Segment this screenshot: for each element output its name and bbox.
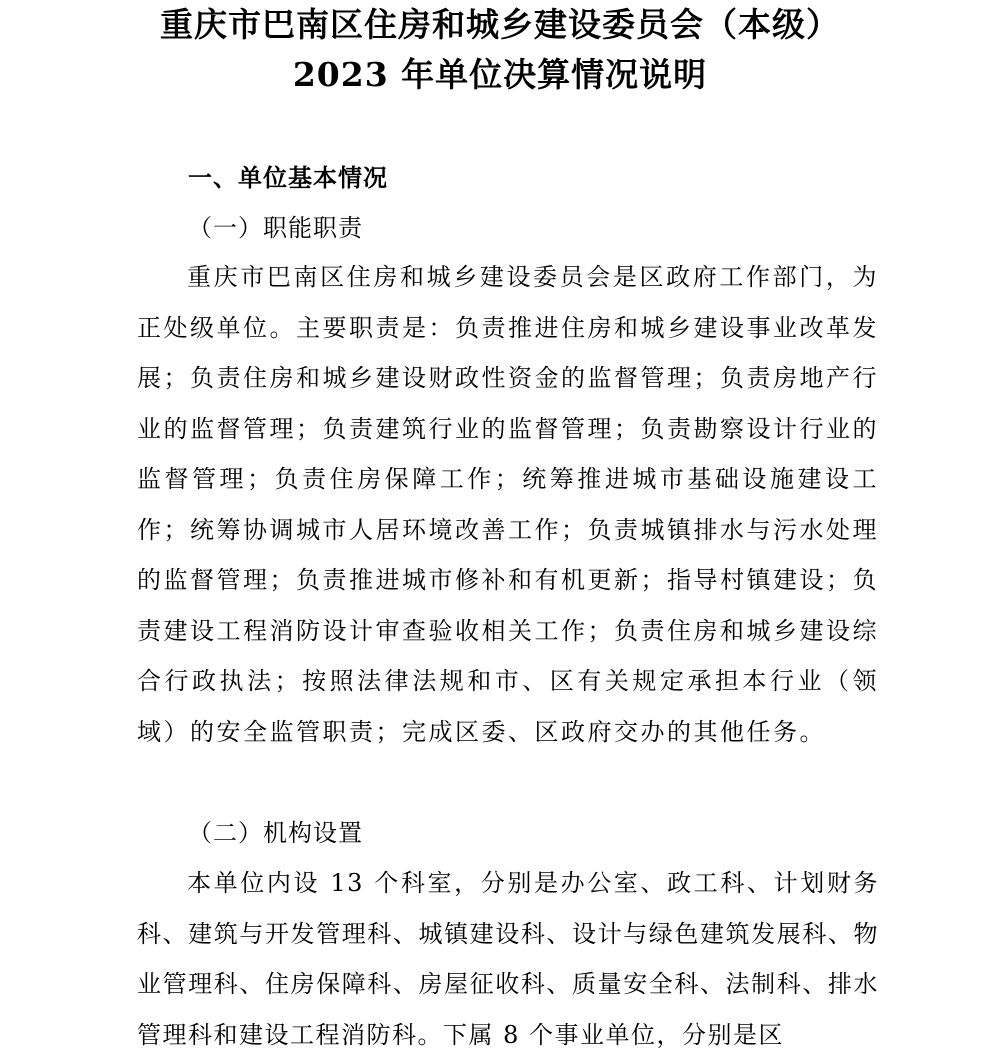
document-title-line-1: 重庆市巴南区住房和城乡建设委员会（本级） [160,5,840,44]
subsection-heading-functions: （一）职能职责 [188,214,363,242]
paragraph-organization: 本单位内设 13 个科室，分别是办公室、政工科、计划财务科、建筑与开发管理科、城镇建设科、设计与绿色建筑发展科、物业管理科、住房保障科、房屋征收科、质量安全科、法制科、排水管理科和建设工程消防科。下属 8 个事业单位，分别是区 [137,869,879,1049]
document-title-line-2: 2023 年单位决算情况说明 [292,55,708,94]
subsection-heading-organization: （二）机构设置 [188,819,363,847]
paragraph-functions: 重庆市巴南区住房和城乡建设委员会是区政府工作部门，为正处级单位。主要职责是：负责推进住房和城乡建设事业改革发展；负责住房和城乡建设财政性资金的监督管理；负责房地产行业的监督管理；负责建筑行业的监督管理；负责勘察设计行业的监督管理；负责住房保障工作；统筹推进城市基础设施建设工作；统筹协调城市人居环境改善工作；负责城镇排水与污水处理的监督管理；负责推进城市修补和有机更新；指导村镇建设；负责建设工程消防设计审查验收相关工作；负责住房和城乡建设综合行政执法；按照法律法规和市、区有关规定承担本行业（领域）的安全监管职责；完成区委、区政府交办的其他任务。 [137,263,879,746]
section-heading-basic-info: 一、单位基本情况 [188,163,388,192]
